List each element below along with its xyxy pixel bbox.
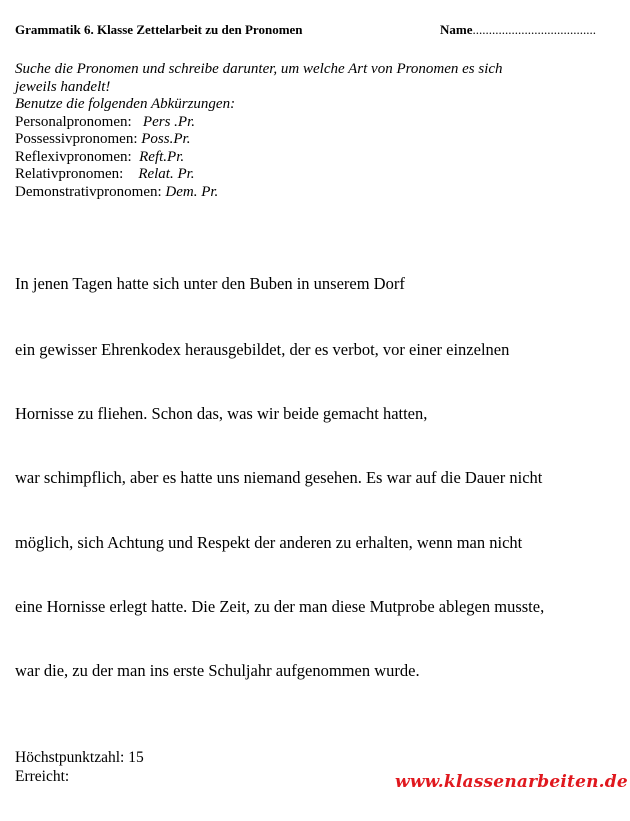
abbreviation-possessive: [15, 131, 503, 149]
story-line: war schimpflich, aber es hatte uns niemand gesehen. Es war auf die Dauer nicht: [15, 468, 543, 487]
story-line: war die, zu der man ins erste Schuljahr aufgenommen wurde.: [15, 661, 420, 680]
story-line: ein gewisser Ehrenkodex herausgebildet, der es verbot, vor einer einzelnen: [15, 340, 510, 359]
abbreviation-code: Dem. Pr.: [165, 183, 219, 200]
instructions-block: [15, 61, 503, 201]
instruction-line-3: Benutze die folgenden Abkürzungen:: [15, 96, 236, 112]
name-label-text: Name: [440, 22, 473, 37]
abbreviation-term: Personalpronomen:: [15, 113, 132, 130]
abbreviation-demonstrative: [15, 184, 503, 202]
worksheet-title: Grammatik 6. Klasse Zettelarbeit zu den Pronomen: [15, 22, 303, 37]
abbreviation-term: Reflexivpronomen:: [15, 148, 132, 165]
story-line: möglich, sich Achtung und Respekt der anderen zu erhalten, wenn man nicht: [15, 533, 523, 552]
abbreviation-term: Possessivpronomen:: [15, 131, 138, 147]
story-line: In jenen Tagen hatte sich unter den Buben in unserem Dorf: [15, 274, 405, 293]
name-field-label: [440, 22, 596, 38]
story-line: eine Hornisse erlegt hatte. Die Zeit, zu der man diese Mutprobe ablegen musste,: [15, 597, 545, 616]
abbreviation-term: Relativpronomen:: [15, 166, 124, 182]
instruction-line-1: Suche die Pronomen und schreibe darunter, um welche Art von Pronomen es sich: [15, 61, 503, 77]
abbreviation-code: Poss.Pr.: [141, 131, 191, 147]
abbreviation-reflexive: [15, 149, 503, 167]
achieved-points-label: Erreicht:: [15, 768, 70, 785]
abbreviation-code: Reft.Pr.: [139, 148, 185, 165]
instruction-line-2: jeweils handelt!: [15, 78, 111, 95]
abbreviation-personal: [15, 114, 503, 132]
story-line: Hornisse zu fliehen. Schon das, was wir beide gemacht hatten,: [15, 404, 428, 423]
abbreviation-code: Relat. Pr.: [138, 166, 195, 182]
name-blank-line: ......................................: [472, 22, 596, 37]
website-watermark: www.klassenarbeiten.de: [395, 772, 628, 792]
max-points-label: Höchstpunktzahl: 15: [15, 749, 144, 766]
abbreviation-relative: [15, 166, 503, 184]
abbreviation-term: Demonstrativpronomen:: [15, 183, 162, 200]
abbreviation-code: Pers .Pr.: [142, 113, 195, 130]
